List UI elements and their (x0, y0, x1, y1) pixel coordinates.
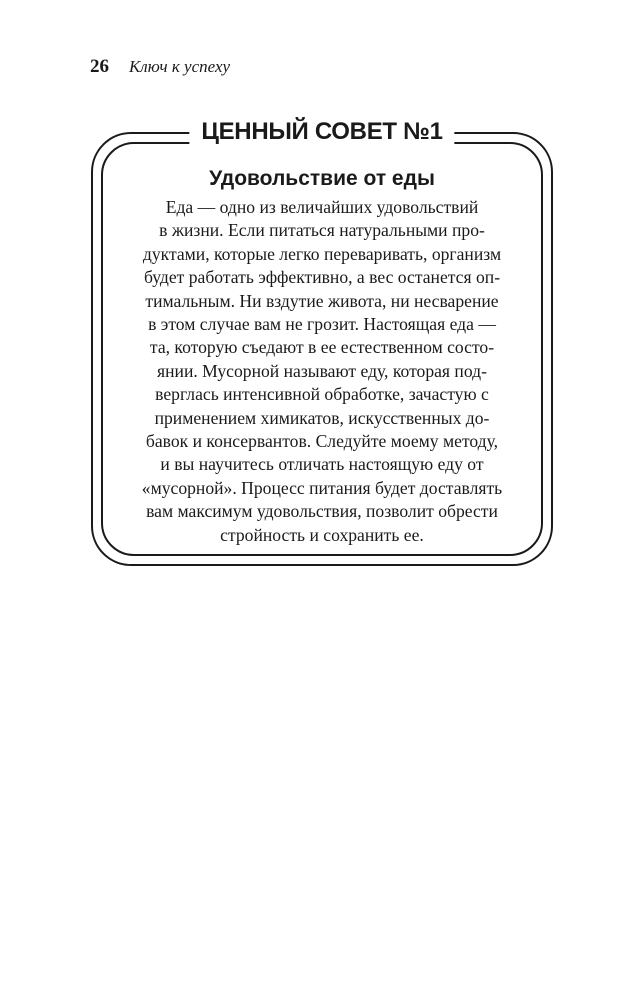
tip-body-line: «мусорной». Процесс питания будет доставлять (141, 477, 503, 498)
tip-body (115, 196, 529, 547)
tip-body-line: Еда — одно из величайших удовольствий (165, 197, 479, 217)
tip-body-line: стройность и сохранить ее. (220, 524, 424, 545)
running-head (90, 56, 230, 78)
tip-body-line: и вы научитесь отличать настоящую еду от (160, 454, 484, 475)
tip-body-line: в жизни. Если питаться натуральными про- (159, 220, 485, 241)
tip-body-line: бавок и консервантов. Следуйте моему методу, (145, 431, 499, 452)
tip-heading: Удовольствие от еды (209, 167, 435, 190)
tip-body-line: та, которую съедают в ее естественном состо- (149, 337, 495, 358)
tip-body-line: в этом случае вам не грозит. Настоящая еда — (148, 314, 496, 335)
tip-box (91, 118, 553, 566)
tip-label: ЦЕННЫЙ СОВЕТ №1 (189, 117, 454, 147)
tip-body-line: будет работать эффективно, а вес останется оп- (143, 267, 501, 288)
page-number: 26 (90, 56, 109, 77)
tip-body-line: дуктами, которые легко переваривать, организм (142, 243, 502, 264)
tip-body-line: тимальным. Ни вздутие живота, ни несварение (145, 290, 499, 311)
tip-body-line: верглась интенсивной обработке, зачастую с (155, 384, 489, 405)
tip-body-line: янии. Мусорной называют еду, которая под- (157, 360, 487, 381)
tip-body-line: применением химикатов, искусственных до- (154, 407, 490, 428)
book-title: Ключ к успеху (129, 57, 231, 76)
tip-body-line: вам максимум удовольствия, позволит обрести (146, 501, 498, 522)
